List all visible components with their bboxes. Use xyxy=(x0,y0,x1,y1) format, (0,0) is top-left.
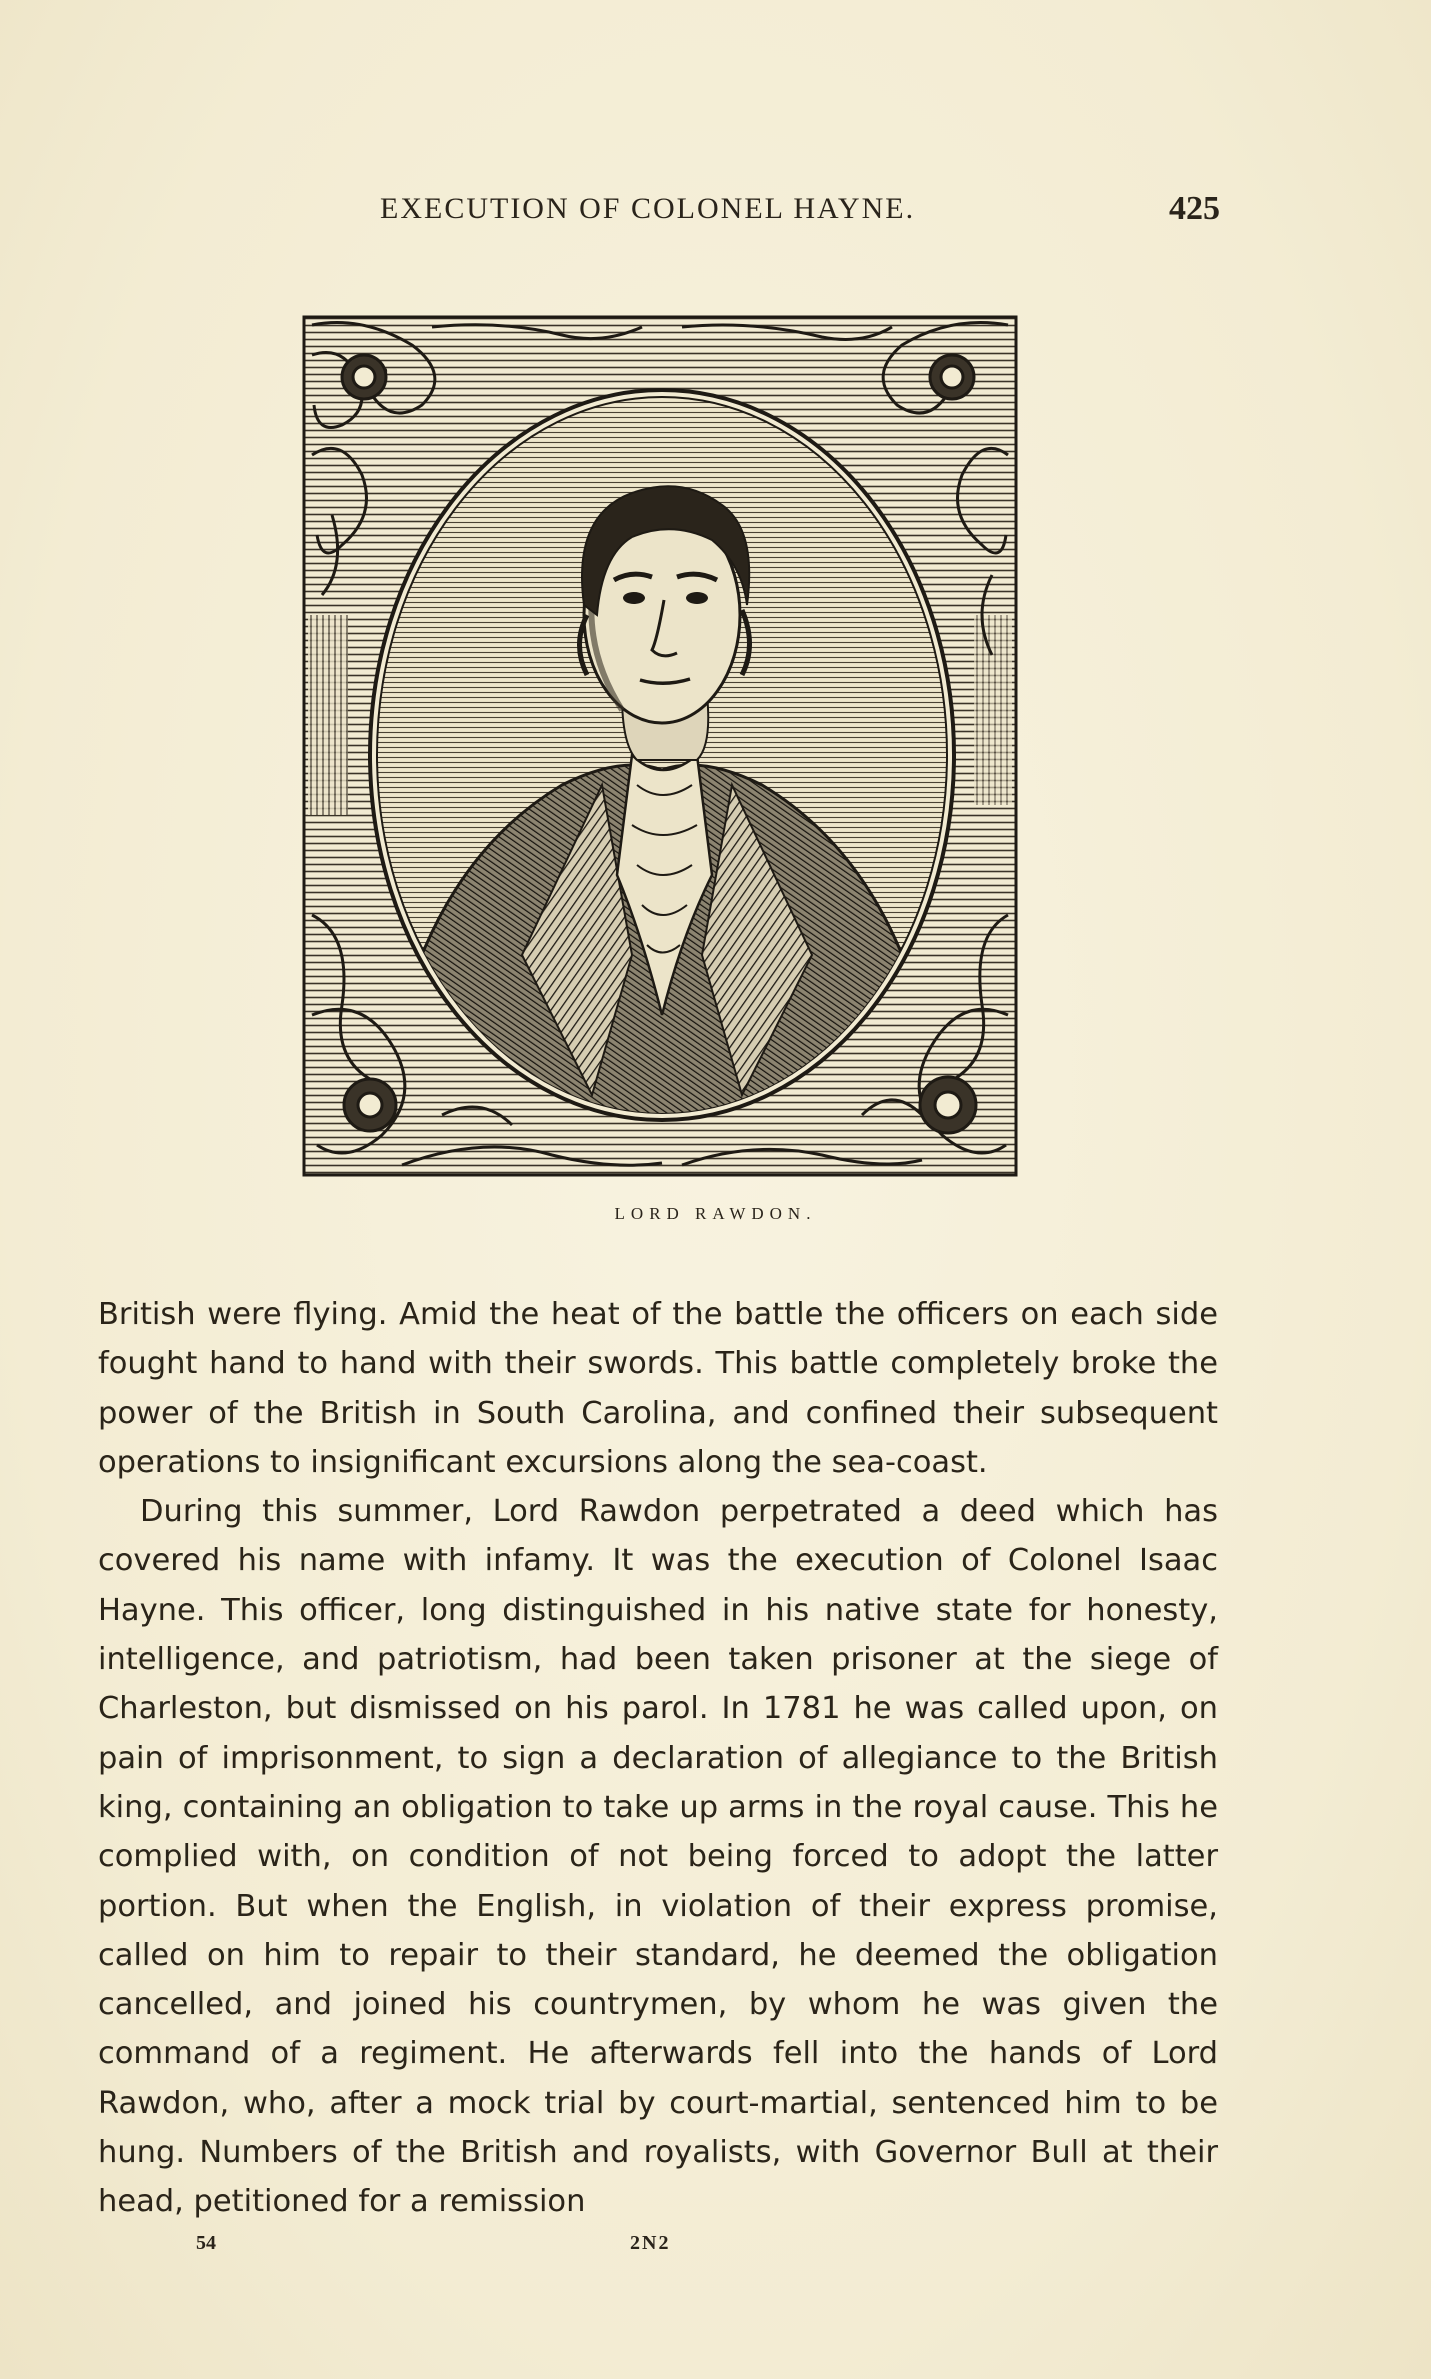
running-head xyxy=(380,192,1220,232)
signature-mark: 2N2 xyxy=(630,2232,671,2254)
engraving-svg xyxy=(302,315,1018,1177)
paragraph: During this summer, Lord Rawdon perpetrated a deed which has covered his name with infamy. It was the execution of Colonel Isaac Hayne. This officer, long distinguished in his native state for honesty, intelligence, and patriotism, had been taken prisoner at the siege of Charleston, but dismissed on his parol. In 1781 he was called upon, on pain of imprisonment, to sign a declaration of allegiance to the British king, containing an obligation to take up arms in the royal cause. This he complied with, on condition of not being forced to adopt the latter portion. But when the English, in violation of their express promise, called on him to repair to their standard, he deemed the obligation cancelled, and joined his countrymen, by whom he was given the command of a regiment. He afterwards fell into the hands of Lord Rawdon, who, after a mock trial by court-martial, sentenced him to be hung. Numbers of the British and royalists, with Governor Bull at their head, petitioned for a remission xyxy=(98,1494,1218,2220)
page-number: 425 xyxy=(1169,190,1220,227)
running-title: EXECUTION OF COLONEL HAYNE. xyxy=(380,192,916,225)
illustration-caption: LORD RAWDON. xyxy=(614,1204,817,1223)
portrait-engraving xyxy=(302,315,1018,1177)
body-text xyxy=(98,1290,1218,2227)
signature-mark-left: 54 xyxy=(196,2232,216,2254)
page-footer xyxy=(0,2232,1431,2272)
paragraph: British were flying. Amid the heat of the battle the officers on each side fought hand to hand with their swords. This battle completely broke the power of the British in South Carolina, and confined their subsequent operations to insignificant excursions along the sea-coast. xyxy=(98,1297,1218,1480)
